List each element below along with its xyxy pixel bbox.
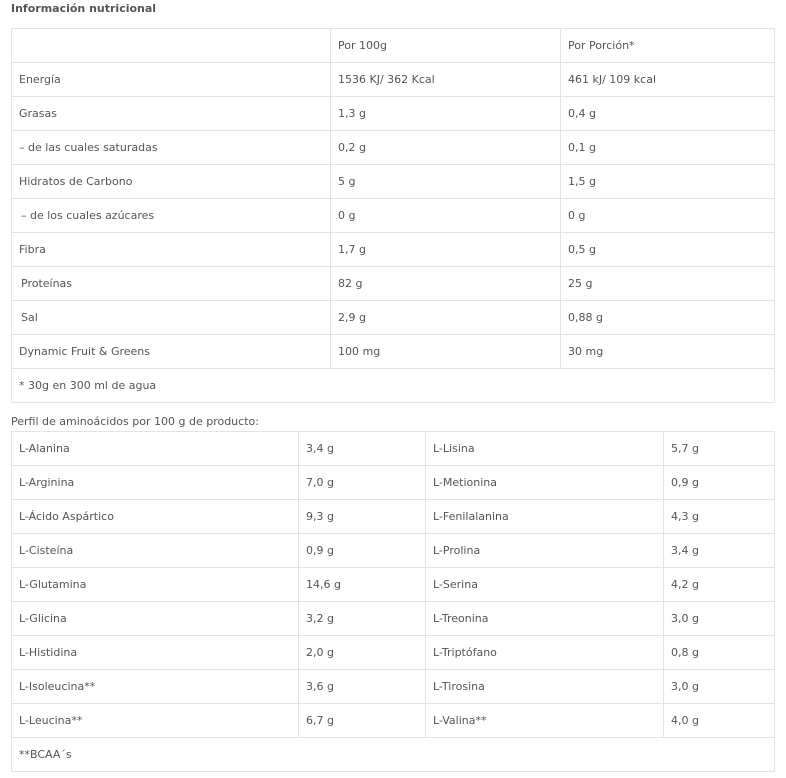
amino-value: 3,0 g — [664, 602, 775, 636]
table-row — [12, 500, 775, 534]
per-serving-value: 0,88 g — [561, 301, 775, 335]
table-row — [12, 466, 775, 500]
table-header-row — [12, 29, 775, 63]
amino-value: 2,0 g — [299, 636, 426, 670]
per-100g-value: 1536 KJ/ 362 Kcal — [331, 63, 561, 97]
per-serving-value: 0 g — [561, 199, 775, 233]
amino-name: L-Isoleucina** — [12, 670, 299, 704]
header-cell-per-100g: Por 100g — [331, 29, 561, 63]
amino-name: L-Leucina** — [12, 704, 299, 738]
amino-name: L-Histidina — [12, 636, 299, 670]
amino-value: 3,6 g — [299, 670, 426, 704]
per-100g-value: 1,7 g — [331, 233, 561, 267]
nutrient-name: Fibra — [12, 233, 331, 267]
per-serving-value: 25 g — [561, 267, 775, 301]
table-row — [12, 670, 775, 704]
amino-value: 0,9 g — [299, 534, 426, 568]
amino-name: L-Lisina — [426, 432, 664, 466]
nutrient-name: – de los cuales azúcares — [12, 199, 331, 233]
per-100g-value: 2,9 g — [331, 301, 561, 335]
table-row — [12, 63, 775, 97]
per-serving-value: 0,4 g — [561, 97, 775, 131]
nutrient-name: Proteínas — [12, 267, 331, 301]
per-serving-value: 461 kJ/ 109 kcal — [561, 63, 775, 97]
amino-value: 3,4 g — [664, 534, 775, 568]
amino-name: L-Tirosina — [426, 670, 664, 704]
amino-value: 4,3 g — [664, 500, 775, 534]
amino-value: 3,0 g — [664, 670, 775, 704]
table-row — [12, 432, 775, 466]
table-row — [12, 534, 775, 568]
nutrient-name: Sal — [12, 301, 331, 335]
amino-profile-title: Perfil de aminoácidos por 100 g de producto: — [11, 415, 259, 428]
amino-name: L-Glicina — [12, 602, 299, 636]
nutrient-name: Hidratos de Carbono — [12, 165, 331, 199]
amino-value: 14,6 g — [299, 568, 426, 602]
amino-value: 6,7 g — [299, 704, 426, 738]
amino-value: 9,3 g — [299, 500, 426, 534]
bcaa-footnote: **BCAA´s — [12, 738, 775, 772]
per-serving-value: 0,5 g — [561, 233, 775, 267]
table-row — [12, 233, 775, 267]
nutrition-table — [11, 28, 775, 403]
table-row — [12, 636, 775, 670]
amino-name: L-Ácido Aspártico — [12, 500, 299, 534]
amino-value: 0,9 g — [664, 466, 775, 500]
amino-name: L-Alanina — [12, 432, 299, 466]
per-100g-value: 100 mg — [331, 335, 561, 369]
table-row — [12, 335, 775, 369]
amino-name: L-Fenilalanina — [426, 500, 664, 534]
table-row — [12, 704, 775, 738]
amino-value: 4,2 g — [664, 568, 775, 602]
per-serving-value: 30 mg — [561, 335, 775, 369]
table-row — [12, 165, 775, 199]
amino-value: 3,2 g — [299, 602, 426, 636]
table-row — [12, 602, 775, 636]
amino-name: L-Triptófano — [426, 636, 664, 670]
amino-name: L-Metionina — [426, 466, 664, 500]
amino-name: L-Glutamina — [12, 568, 299, 602]
per-100g-value: 1,3 g — [331, 97, 561, 131]
amino-name: L-Treonina — [426, 602, 664, 636]
amino-value: 7,0 g — [299, 466, 426, 500]
per-100g-value: 0 g — [331, 199, 561, 233]
table-row — [12, 301, 775, 335]
amino-name: L-Arginina — [12, 466, 299, 500]
table-footnote-row — [12, 738, 775, 772]
amino-value: 0,8 g — [664, 636, 775, 670]
nutrient-name: – de las cuales saturadas — [12, 131, 331, 165]
amino-name: L-Cisteína — [12, 534, 299, 568]
nutrient-name: Grasas — [12, 97, 331, 131]
table-row — [12, 568, 775, 602]
per-serving-value: 1,5 g — [561, 165, 775, 199]
amino-name: L-Serina — [426, 568, 664, 602]
per-100g-value: 0,2 g — [331, 131, 561, 165]
table-footnote-row — [12, 369, 775, 403]
amino-value: 5,7 g — [664, 432, 775, 466]
table-row — [12, 199, 775, 233]
nutrient-name: Dynamic Fruit & Greens — [12, 335, 331, 369]
per-100g-value: 82 g — [331, 267, 561, 301]
amino-name: L-Valina** — [426, 704, 664, 738]
serving-footnote: * 30g en 300 ml de agua — [12, 369, 775, 403]
table-row — [12, 97, 775, 131]
header-cell-per-serving: Por Porción* — [561, 29, 775, 63]
nutrient-name: Energía — [12, 63, 331, 97]
amino-table — [11, 431, 775, 772]
amino-name: L-Prolina — [426, 534, 664, 568]
header-cell-empty — [12, 29, 331, 63]
per-serving-value: 0,1 g — [561, 131, 775, 165]
nutrition-title: Información nutricional — [11, 2, 157, 15]
table-row — [12, 131, 775, 165]
amino-value: 4,0 g — [664, 704, 775, 738]
amino-value: 3,4 g — [299, 432, 426, 466]
per-100g-value: 5 g — [331, 165, 561, 199]
table-row — [12, 267, 775, 301]
